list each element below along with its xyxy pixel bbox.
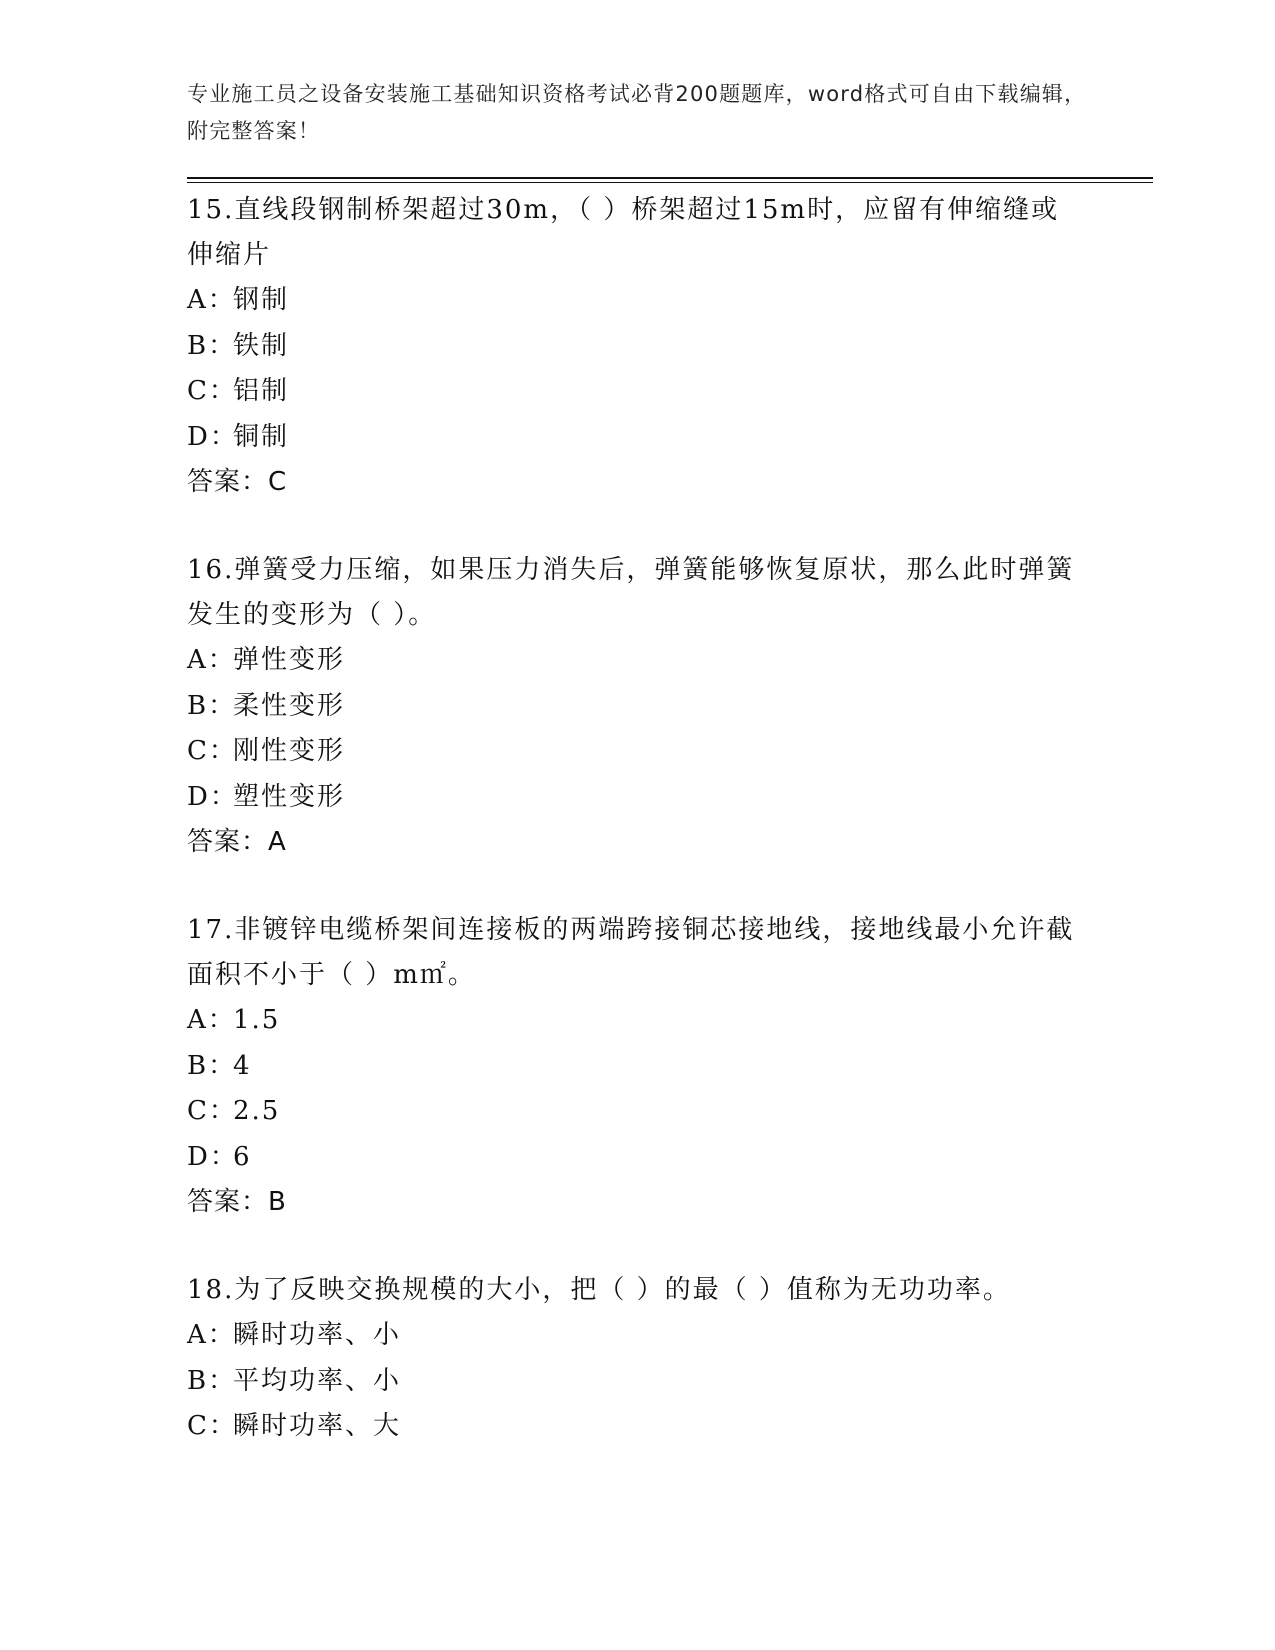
header-title: 专业施工员之设备安装施工基础知识资格考试必背200题题库，word格式可自由下载编辑，附完整答案！ xyxy=(187,82,1087,143)
question-item xyxy=(187,188,1087,505)
answer-line: 答案：B xyxy=(187,1187,287,1217)
option-c xyxy=(187,1089,1087,1135)
option-label: B： xyxy=(187,1365,237,1396)
option-a xyxy=(187,998,1087,1044)
option-a xyxy=(187,278,1087,324)
header-divider-thin xyxy=(187,182,1153,183)
option-text: 弹性变形 xyxy=(233,645,346,675)
option-c xyxy=(187,369,1087,415)
question-text: 18.为了反映交换规模的大小，把（ ）的最（ ）值称为无功功率。 xyxy=(187,1275,1011,1305)
option-d xyxy=(187,1135,1087,1181)
option-b xyxy=(187,684,1087,730)
option-a xyxy=(187,638,1087,684)
option-a xyxy=(187,1313,1087,1359)
option-d xyxy=(187,775,1087,821)
option-text: 1.5 xyxy=(233,1005,281,1035)
option-text: 4 xyxy=(233,1050,252,1081)
option-text: 铁制 xyxy=(233,330,290,361)
option-text: 塑性变形 xyxy=(233,781,346,812)
option-label: C： xyxy=(187,376,237,406)
option-label: A： xyxy=(187,285,236,315)
option-label: C： xyxy=(187,1411,237,1441)
option-b xyxy=(187,1044,1087,1090)
answer-line: 答案：A xyxy=(187,827,287,857)
option-text: 6 xyxy=(233,1141,252,1172)
header-divider-thick xyxy=(187,177,1153,179)
option-label: C： xyxy=(187,736,237,766)
question-item xyxy=(187,548,1087,865)
option-text: 铝制 xyxy=(233,376,290,406)
option-d xyxy=(187,415,1087,461)
option-text: 瞬时功率、大 xyxy=(233,1411,402,1441)
option-label: C： xyxy=(187,1096,237,1126)
option-b xyxy=(187,1359,1087,1405)
option-label: A： xyxy=(187,645,236,675)
option-c xyxy=(187,729,1087,775)
option-text: 2.5 xyxy=(233,1096,281,1126)
answer-line: 答案：C xyxy=(187,467,288,497)
question-item xyxy=(187,908,1087,1225)
document-header xyxy=(187,76,1087,150)
option-text: 柔性变形 xyxy=(233,690,346,721)
option-label: D： xyxy=(187,1141,238,1172)
option-c xyxy=(187,1404,1087,1450)
option-text: 刚性变形 xyxy=(233,736,346,766)
option-text: 铜制 xyxy=(233,421,290,452)
option-label: A： xyxy=(187,1320,236,1350)
question-item xyxy=(187,1268,1087,1450)
question-text: 17.非镀锌电缆桥架间连接板的两端跨接铜芯接地线，接地线最小允许截面积不小于（ ）m㎡。 xyxy=(187,915,1075,990)
option-text: 瞬时功率、小 xyxy=(233,1320,402,1350)
option-label: B： xyxy=(187,1050,237,1081)
option-label: B： xyxy=(187,690,237,721)
question-text: 15.直线段钢制桥架超过30m，（ ）桥架超过15m时，应留有伸缩缝或伸缩片 xyxy=(187,195,1060,270)
option-label: D： xyxy=(187,421,238,452)
option-label: D： xyxy=(187,781,238,812)
question-list xyxy=(187,188,1087,1493)
option-text: 钢制 xyxy=(233,285,290,315)
question-text: 16.弹簧受力压缩，如果压力消失后，弹簧能够恢复原状，那么此时弹簧发生的变形为（ ）。 xyxy=(187,555,1075,630)
option-label: A： xyxy=(187,1005,236,1035)
option-text: 平均功率、小 xyxy=(233,1365,402,1396)
option-b xyxy=(187,324,1087,370)
option-label: B： xyxy=(187,330,237,361)
